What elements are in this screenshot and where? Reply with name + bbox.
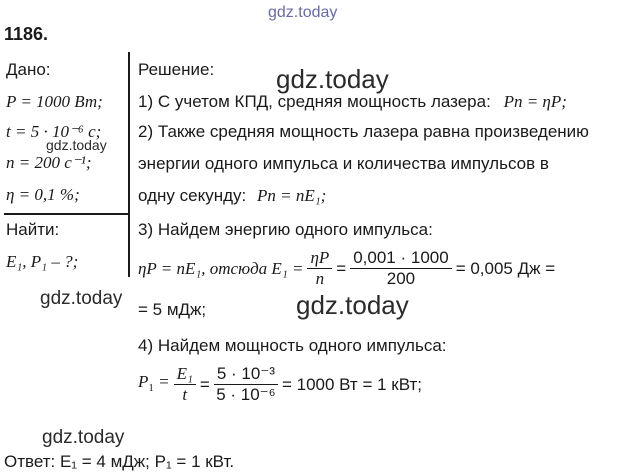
watermark-solution-header: gdz.today [276, 64, 389, 94]
step2-formula: Pn = nE₁; [256, 186, 327, 205]
step3-frac2-denominator: 200 [386, 269, 416, 288]
watermark-top: gdz.today [268, 4, 338, 21]
watermark-bottom: gdz.today [42, 427, 125, 448]
step4-frac2-numerator: 5 · 10⁻³ [214, 364, 278, 385]
step4-frac1-numerator: E₁ [174, 364, 196, 385]
given-time: t = 5 · 10⁻⁶ с; [6, 122, 102, 141]
step3-prefix: ηP = nE₁, отсюда E₁ = [138, 258, 304, 278]
step4-frac2-denominator: 5 · 10⁻⁶ [216, 385, 276, 404]
step3-frac1-denominator: n [315, 269, 325, 288]
problem-number: 1186. [4, 24, 49, 44]
step3-frac2-numerator: 0,001 · 1000 [350, 248, 451, 269]
given-frequency: n = 200 с⁻¹; [6, 153, 92, 172]
watermark-center: gdz.today [296, 290, 409, 320]
step3-frac1-numerator: ηP [307, 248, 332, 269]
step4-header: 4) Найдем мощность одного импульса: [138, 336, 447, 355]
step2-line3 [138, 186, 326, 206]
step2-label: одну секунду: [138, 186, 247, 205]
given-header: Дано: [6, 60, 51, 79]
step3-fraction-2 [350, 248, 451, 289]
step1-text [138, 92, 567, 112]
watermark-left-middle: gdz.today [40, 288, 123, 309]
step4-frac1-denominator: t [182, 385, 188, 404]
find-value: E₁, P₁ – ?; [6, 252, 79, 271]
step3-fraction-1 [307, 248, 332, 289]
find-header: Найти: [6, 220, 60, 239]
step4-formula: $P_1$ = $\frac{\text{E₁}}{t}$ = $\frac{\text{5 · 10⁻³}}{\text{5 · 10⁻⁶}}$ = 1000 Вт = 1 кВт; [138, 364, 422, 404]
step4-fraction-1 [174, 364, 196, 405]
given-efficiency: η = 0,1 %; [6, 185, 80, 204]
step4-fraction-2 [214, 364, 278, 405]
step2-line2: энергии одного импульса и количества импульсов в [138, 154, 549, 173]
solution-header: Решение: [138, 60, 215, 79]
step3-header: 3) Найдем энергию одного импульса: [138, 220, 433, 239]
given-power: P = 1000 Вт; [6, 92, 103, 111]
column-divider [128, 52, 130, 277]
answer-line: Ответ: E₁ = 4 мДж; P₁ = 1 кВт. [4, 452, 235, 471]
step3-line2: = 5 мДж; [138, 300, 207, 319]
given-divider [4, 213, 128, 215]
step4-result: = 1000 Вт = 1 кВт; [281, 374, 422, 394]
watermark-given: gdz.today [46, 137, 107, 153]
step1-label: 1) С учетом КПД, средняя мощность лазера: [138, 92, 491, 111]
step3-formula: ηP = nE₁, отсюда E₁ = $\frac{\eta P}{n}$ = $\frac{0,001 \cdot 1000}{200}$ = 0,005 Дж = [138, 248, 556, 288]
step2-line1: 2) Также средняя мощность лазера равна произведению [138, 122, 589, 141]
step1-formula: Pn = ηP; [503, 92, 567, 111]
step3-result: = 0,005 Дж = [455, 258, 556, 278]
